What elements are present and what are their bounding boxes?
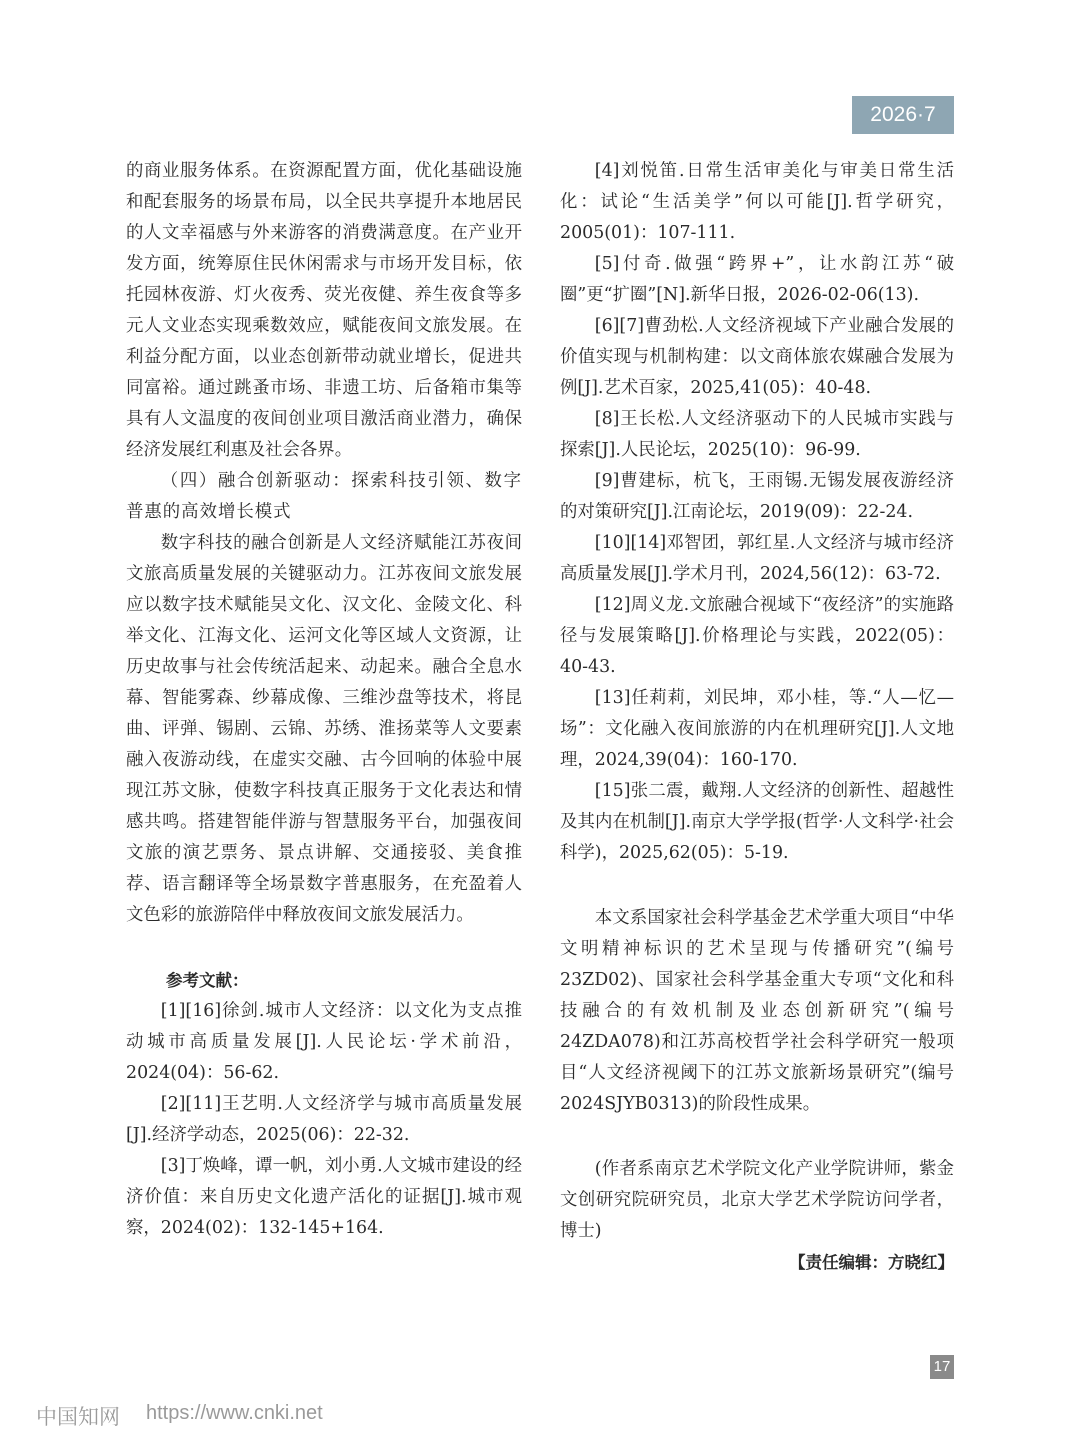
watermark-url: https://www.cnki.net [146,1402,323,1424]
reference-item: [13]任莉莉，刘民坤，邓小桂，等.“人—忆—场”：文化融入夜间旅游的内在机理研究[J].人文地理，2024,39(04)：160-170. [560,688,954,770]
reference-item: [10][14]邓智团，郭红星.人文经济与城市经济高质量发展[J].学术月刊，2024,56(12)：63-72. [560,533,954,584]
reference-item: [9]曹建标，杭飞，王雨锡.无锡发展夜游经济的对策研究[J].江南论坛，2019(09)：22-24. [560,471,954,522]
reference-item: [15]张二震，戴翔.人文经济的创新性、超越性及其内在机制[J].南京大学学报(哲学·人文科学·社会科学)，2025,62(05)：5-19. [560,781,954,863]
editor-note: 【责任编辑：方晓红】 [789,1253,954,1272]
spacer [560,869,954,903]
references-title: 参考文献： [166,971,249,990]
page-number: 17 [930,1355,954,1379]
spacer [560,1120,954,1154]
reference-item: [2][11]王艺明.人文经济学与城市高质量发展[J].经济学动态，2025(06)：22-32. [126,1094,522,1145]
section-heading: （四）融合创新驱动：探索科技引领、数字普惠的高效增长模式 [126,471,522,522]
reference-item: [12]周义龙.文旅融合视域下“夜经济”的实施路径与发展策略[J].价格理论与实践，2022(05)：40-43. [560,595,954,677]
watermark-brand: 中国知网 [36,1405,120,1429]
author-note: (作者系南京艺术学院文化产业学院讲师，紫金文创研究院研究员，北京大学艺术学院访问学者，博士) [560,1159,954,1241]
funding-note: 本文系国家社会科学基金艺术学重大项目“中华文明精神标识的艺术呈现与传播研究”(编号23ZD02)、国家社会科学基金重大专项“文化和科技融合的有效机制及业态创新研究”(编号24ZDA078)和江苏高校哲学社会科学研究一般项目“人文经济视阈下的江苏文旅新场景研究”(编号2024SJYB0313)的阶段性成果。 [560,908,954,1114]
body-paragraph: 的商业服务体系。在资源配置方面，优化基础设施和配套服务的场景布局，以全民共享提升本地居民的人文幸福感与外来游客的消费满意度。在产业开发方面，统筹原住民休闲需求与市场开发目标，依托园林夜游、灯火夜秀、荧光夜健、养生夜食等多元人文业态实现乘数效应，赋能夜间文旅发展。在利益分配方面，以业态创新带动就业增长，促进共同富裕。通过跳蚤市场、非遗工坊、后备箱市集等具有人文温度的夜间创业项目激活商业潜力，确保经济发展红利惠及社会各界。 [126,161,522,460]
reference-item: [8]王长松.人文经济驱动下的人民城市实践与探索[J].人民论坛，2025(10)：96-99. [560,409,954,460]
reference-item: [3]丁焕峰，谭一帆，刘小勇.人文城市建设的经济价值：来自历史文化遗产活化的证据[J].城市观察，2024(02)：132-145+164. [126,1156,522,1238]
body-paragraph: 数字科技的融合创新是人文经济赋能江苏夜间文旅高质量发展的关键驱动力。江苏夜间文旅发展应以数字技术赋能吴文化、汉文化、金陵文化、科举文化、江海文化、运河文化等区域人文资源，让历史故事与社会传统活起来、动起来。融合全息水幕、智能雾森、纱幕成像、三维沙盘等技术，将昆曲、评弹、锡剧、云锦、苏绣、淮扬菜等人文要素融入夜游动线，在虚实交融、古今回响的体验中展现江苏文脉，使数字科技真正服务于文化表达和情感共鸣。搭建智能伴游与智慧服务平台，加强夜间文旅的演艺票务、景点讲解、交通接驳、美食推荐、语言翻译等全场景数字普惠服务，在充盈着人文色彩的旅游陪伴中释放夜间文旅发展活力。 [126,533,522,925]
reference-item: [6][7]曹劲松.人文经济视域下产业融合发展的价值实现与机制构建：以文商体旅农媒融合发展为例[J].艺术百家，2025,41(05)：40-48. [560,316,954,398]
spacer [126,931,522,965]
issue-badge: 2026·7 [852,96,954,134]
reference-item: [1][16]徐剑.城市人文经济：以文化为支点推动城市高质量发展[J].人民论坛·学术前沿，2024(04)：56-62. [126,1001,522,1083]
left-column [126,156,522,1244]
reference-item: [5]付奇.做强“跨界+”，让水韵江苏“破圈”更“扩圈”[N].新华日报，2026-02-06(13). [560,254,954,305]
reference-item: [4]刘悦笛.日常生活审美化与审美日常生活化：试论“生活美学”何以可能[J].哲学研究，2005(01)：107-111. [560,161,954,243]
right-column [560,156,954,1278]
